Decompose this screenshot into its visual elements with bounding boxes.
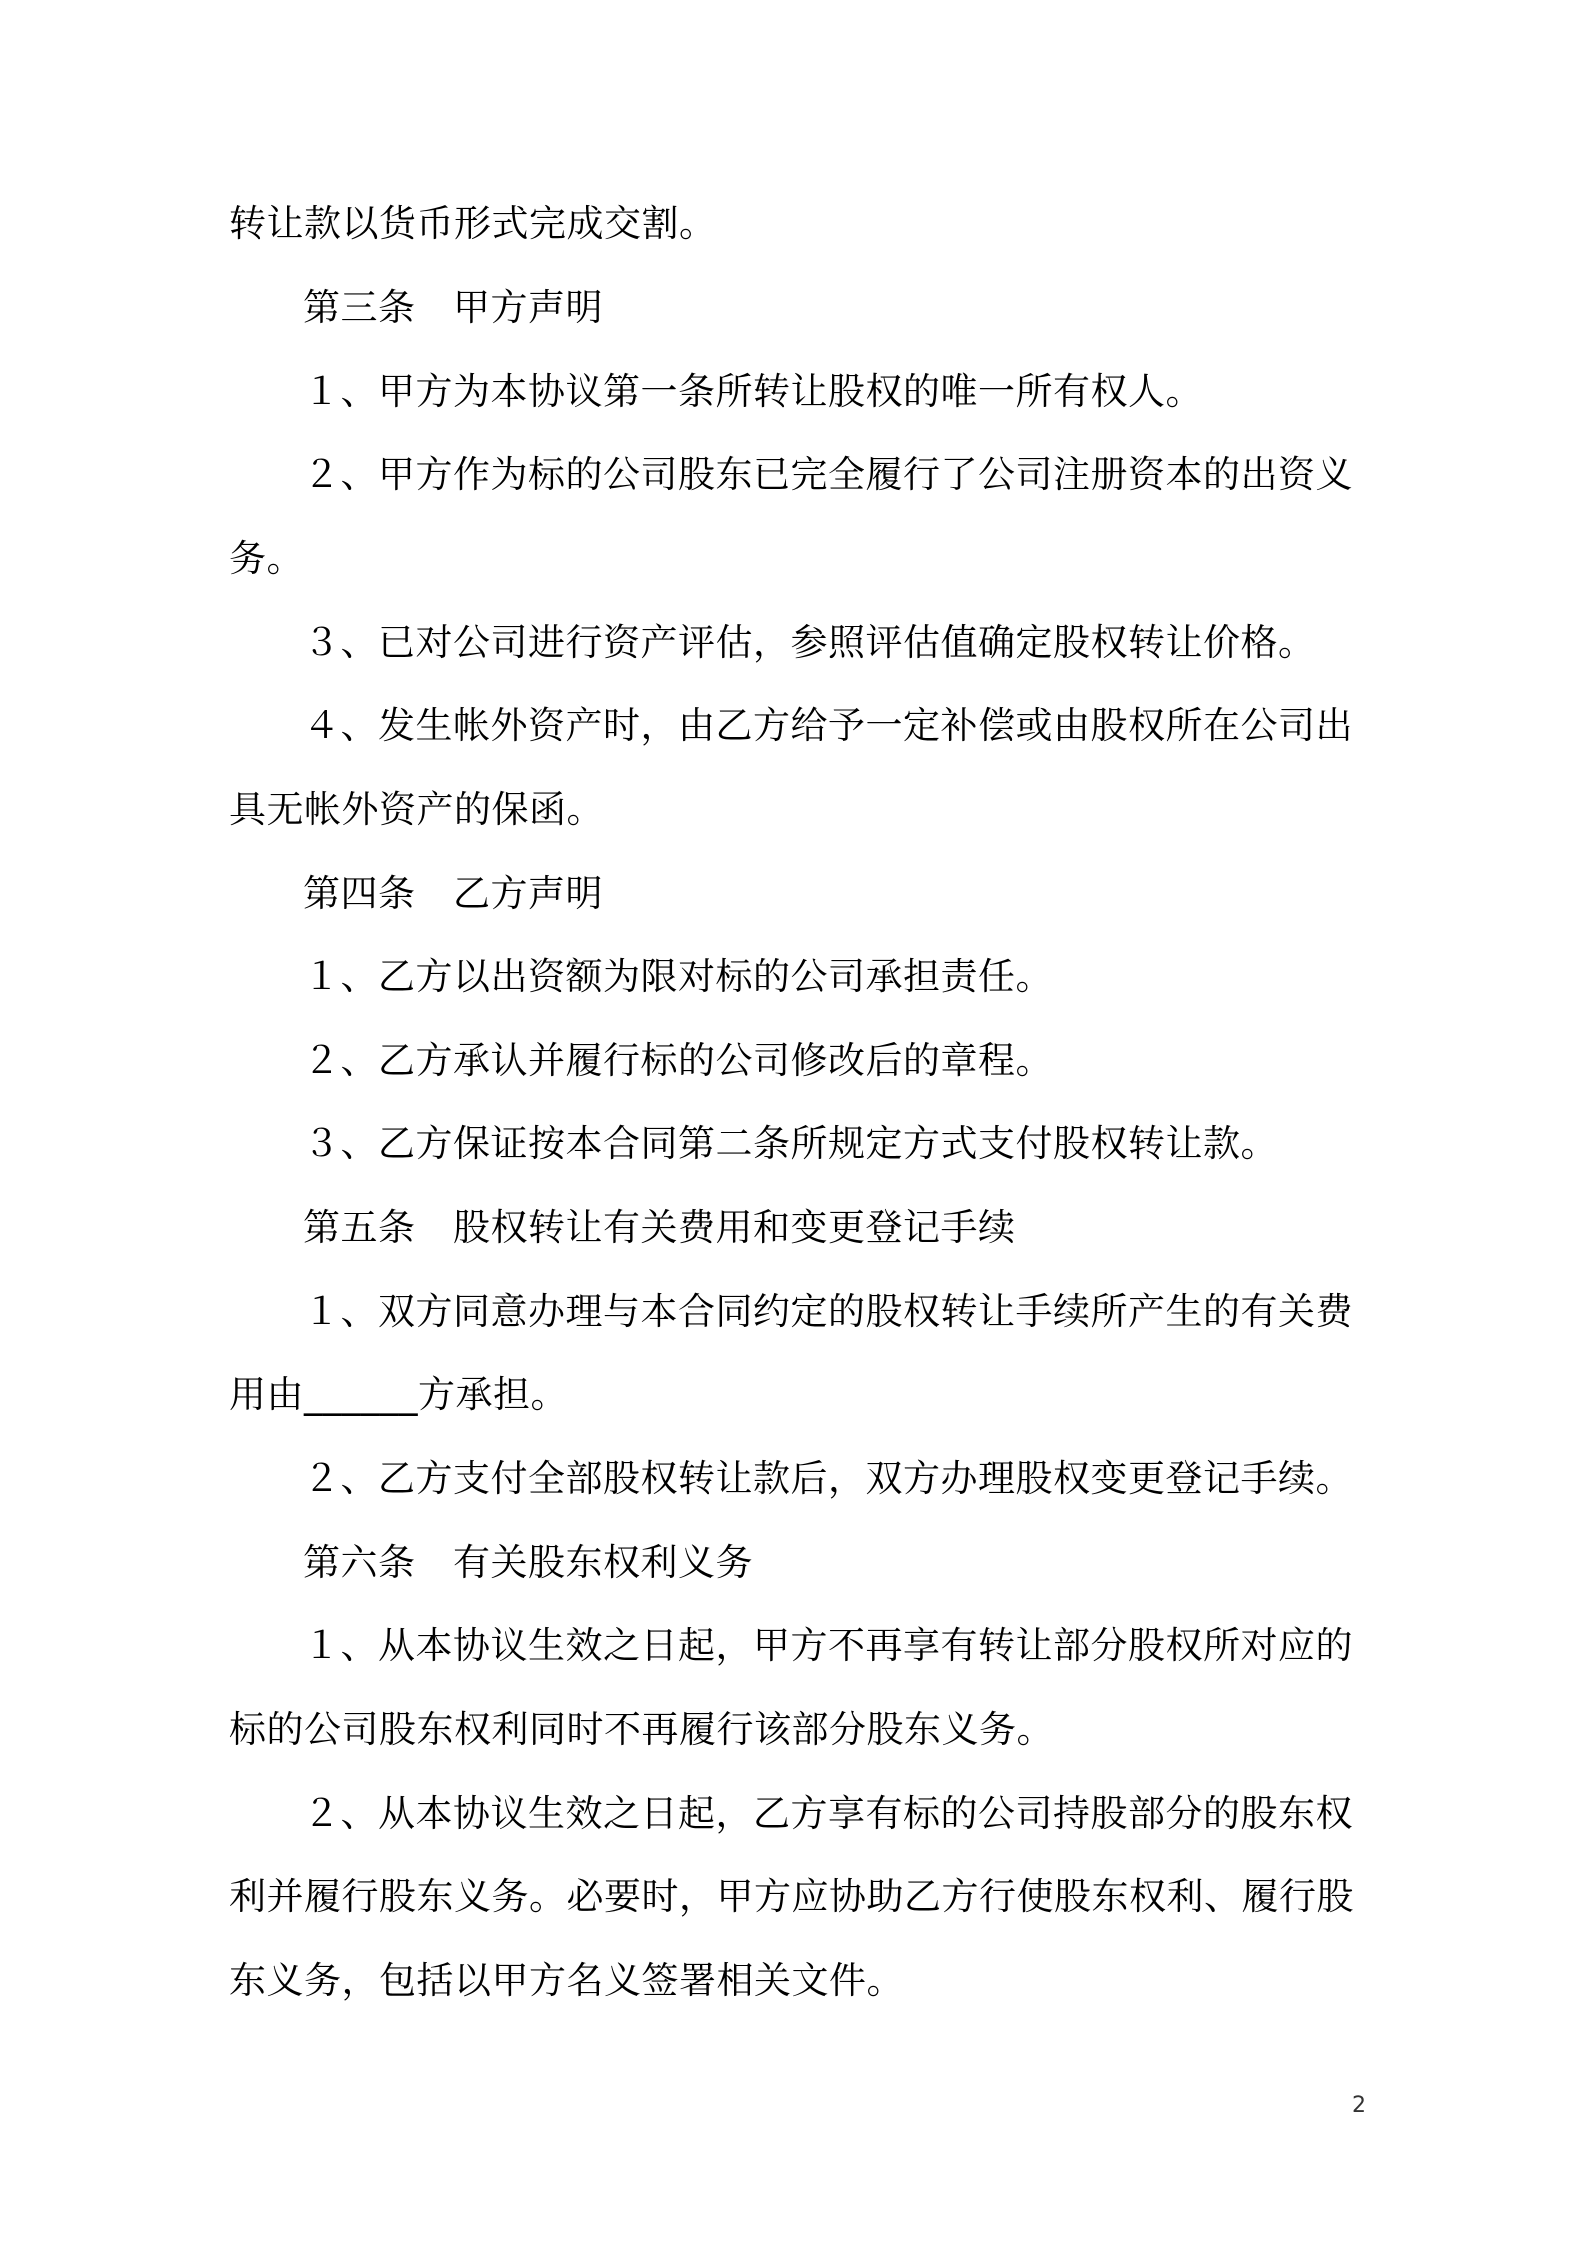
body-text-line: 用由______方承担。 bbox=[229, 1373, 568, 1416]
clause-line: ２、乙方支付全部股权转让款后，双方办理股权变更登记手续。 bbox=[303, 1457, 1353, 1500]
body-text-line: 东义务，包括以甲方名义签署相关文件。 bbox=[229, 1959, 904, 2002]
clause-line: ２、乙方承认并履行标的公司修改后的章程。 bbox=[303, 1039, 1053, 1082]
body-text-line: 具无帐外资产的保函。 bbox=[229, 788, 604, 831]
body-text-line: 标的公司股东权利同时不再履行该部分股东义务。 bbox=[229, 1708, 1054, 1751]
clause-line: １、双方同意办理与本合同约定的股权转让手续所产生的有关费 bbox=[303, 1290, 1353, 1333]
clause-line: １、从本协议生效之日起，甲方不再享有转让部分股权所对应的 bbox=[303, 1624, 1353, 1667]
clause-line: ２、从本协议生效之日起，乙方享有标的公司持股部分的股东权 bbox=[303, 1792, 1353, 1835]
body-text-line: 转让款以货币形式完成交割。 bbox=[229, 202, 717, 245]
clause-line: １、甲方为本协议第一条所转让股权的唯一所有权人。 bbox=[303, 370, 1203, 413]
clause-line: １、乙方以出资额为限对标的公司承担责任。 bbox=[303, 955, 1053, 998]
clause-line: ２、甲方作为标的公司股东已完全履行了公司注册资本的出资义 bbox=[303, 453, 1353, 496]
clause-line: ３、乙方保证按本合同第二条所规定方式支付股权转让款。 bbox=[303, 1122, 1278, 1165]
article-heading: 第六条 有关股东权利义务 bbox=[303, 1541, 753, 1584]
clause-line: ３、已对公司进行资产评估，参照评估值确定股权转让价格。 bbox=[303, 621, 1316, 664]
article-heading: 第五条 股权转让有关费用和变更登记手续 bbox=[303, 1206, 1016, 1249]
article-heading: 第三条 甲方声明 bbox=[303, 286, 603, 329]
article-heading: 第四条 乙方声明 bbox=[303, 872, 603, 915]
body-text-line: 务。 bbox=[229, 537, 304, 580]
clause-line: ４、发生帐外资产时，由乙方给予一定补偿或由股权所在公司出 bbox=[303, 704, 1353, 747]
page-number: 2 bbox=[1352, 2093, 1366, 2118]
body-text-line: 利并履行股东义务。必要时，甲方应协助乙方行使股东权利、履行股 bbox=[229, 1875, 1354, 1918]
